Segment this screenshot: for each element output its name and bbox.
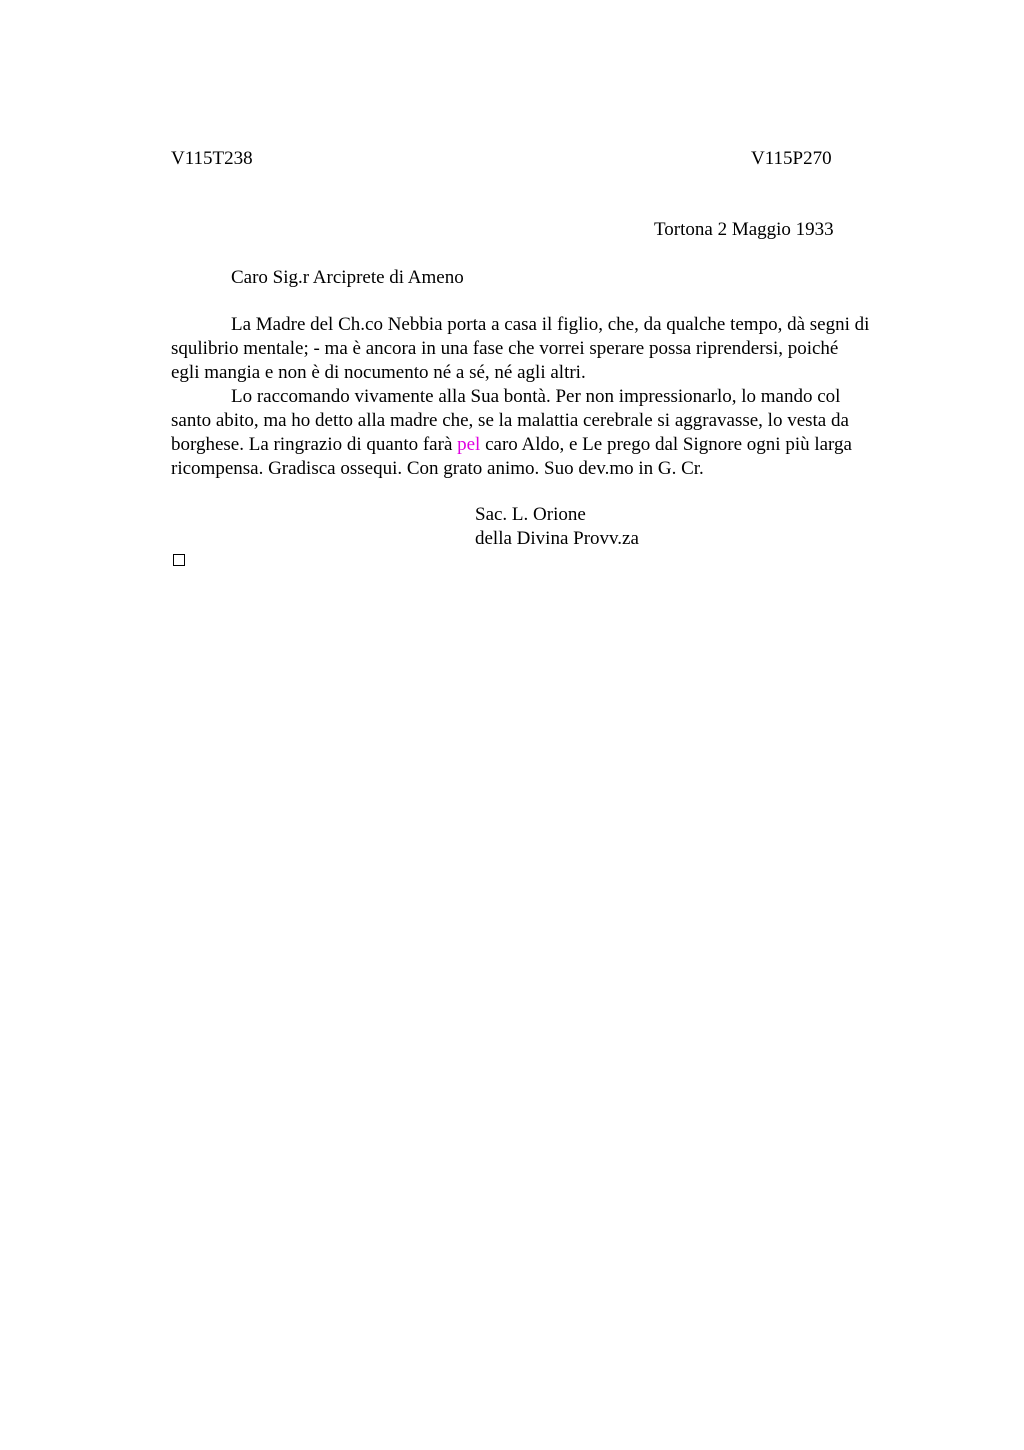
- paragraph2-line4: ricompensa. Gradisca ossequi. Con grato animo. Suo dev.mo in G. Cr.: [171, 458, 704, 479]
- paragraph1-line2: squlibrio mentale; - ma è ancora in una fase che vorrei sperare possa riprendersi, poiché: [171, 338, 839, 359]
- paragraph2-line2: santo abito, ma ho detto alla madre che, se la malattia cerebrale si aggravasse, lo vesta da: [171, 410, 849, 431]
- signature-name: Sac. L. Orione: [475, 504, 586, 525]
- paragraph2-line3-before: borghese. La ringrazio di quanto farà: [171, 434, 458, 455]
- paragraph1-line3: egli mangia e non è di nocumento né a sé, né agli altri.: [171, 362, 586, 383]
- archive-code-right: V115P270: [751, 148, 832, 169]
- paragraph2-line3: [171, 433, 931, 457]
- letter-date: Tortona 2 Maggio 1933: [654, 219, 834, 240]
- paragraph2-line3-after: caro Aldo, e Le prego dal Signore ogni più larga: [480, 434, 852, 455]
- highlighted-word: pel: [457, 434, 481, 455]
- archive-code-left: V115T238: [171, 148, 253, 169]
- signature-title: della Divina Provv.za: [475, 528, 639, 549]
- letter-salutation: Caro Sig.r Arciprete di Ameno: [231, 267, 464, 288]
- paragraph1-line1: La Madre del Ch.co Nebbia porta a casa il figlio, che, da qualche tempo, dà segni di: [231, 314, 870, 335]
- checkbox-icon: [173, 554, 185, 566]
- letter-body: [171, 313, 931, 481]
- paragraph2-line1: Lo raccomando vivamente alla Sua bontà. Per non impressionarlo, lo mando col: [231, 386, 841, 407]
